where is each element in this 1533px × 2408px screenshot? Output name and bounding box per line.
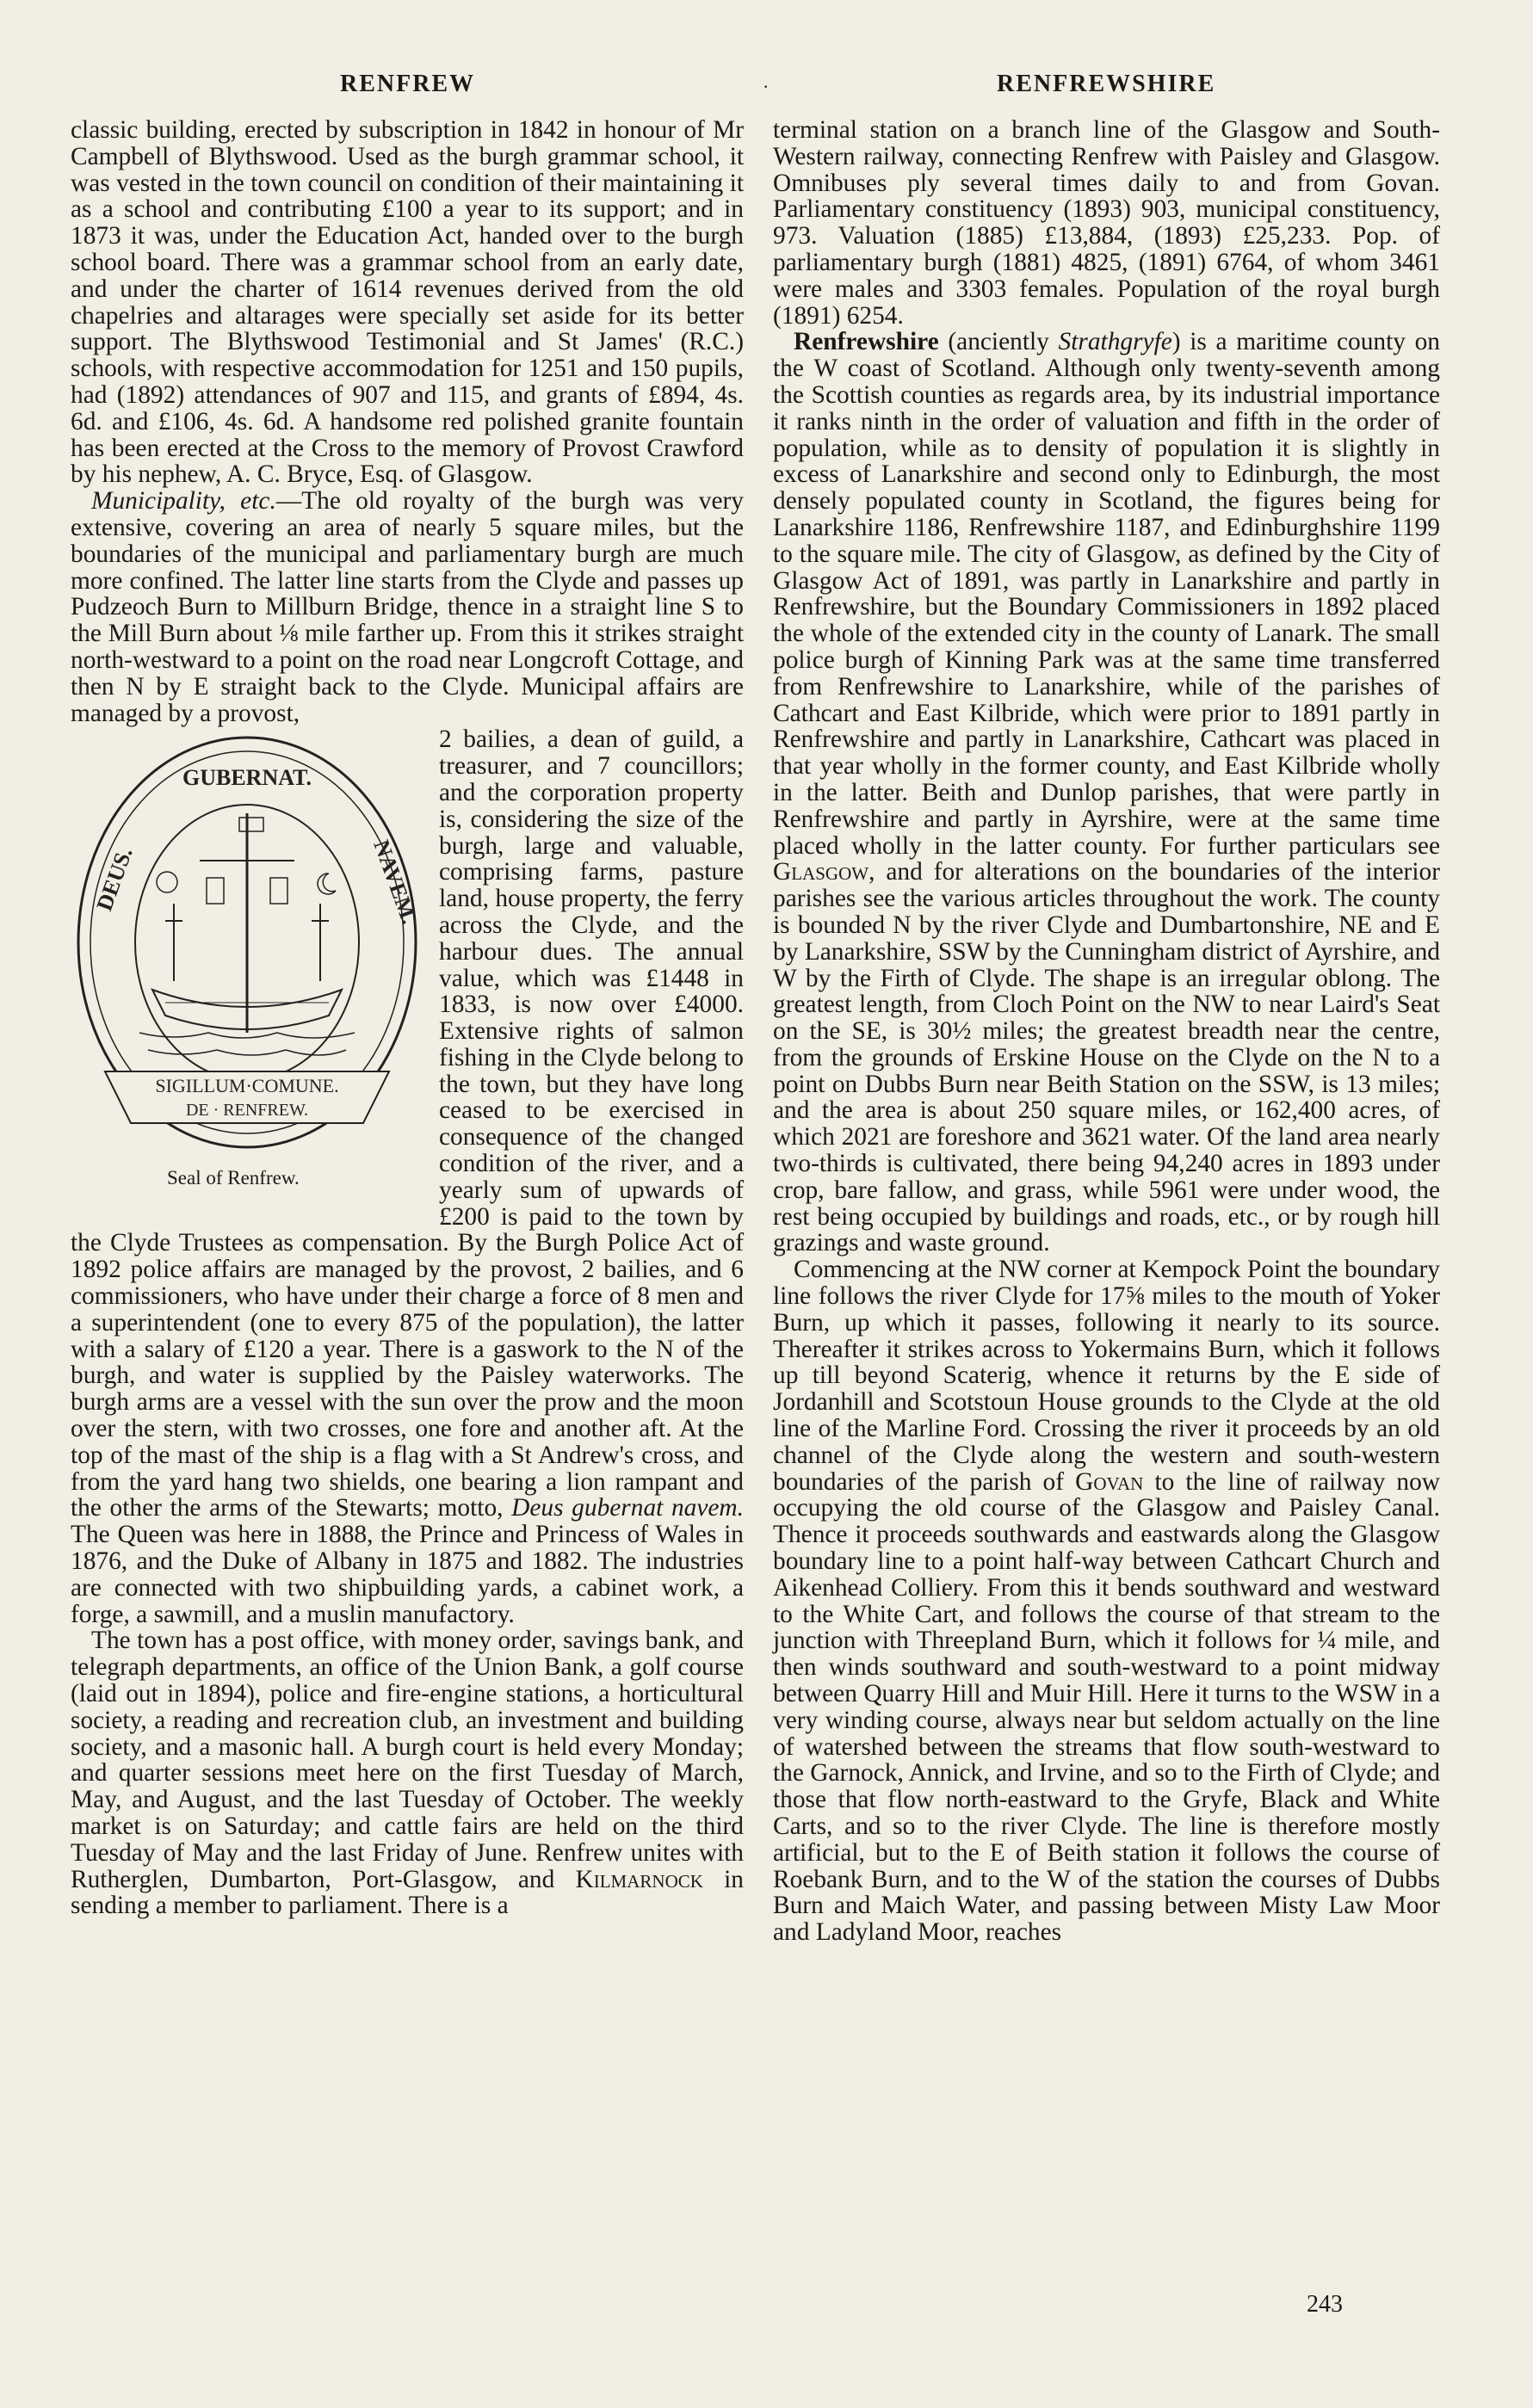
town-services-text: The town has a post office, with money order, savings bank, and telegraph departments, an office of the Union Bank, a golf course (laid out in 1894), police and fire-engine stations, a horticultural society, a reading and recreation club, an investment and building society, and a masonic hall. A burgh court is held every Monday; and quarter sessions meet here on the first Tuesday of March, May, and August, and the last Tuesday of October. The weekly market is on Saturday; and cattle fairs are held on the third Tuesday of May and the last Friday of June. Renfrew unites with Rutherglen, Dumbarton, Port-Glasgow, and bbox=[71, 1627, 744, 1893]
paragraph-school: classic building, erected by subscription in 1842 in honour of Mr Campbell of Blythswood. Used as the burgh grammar school, it was vested in the town council on condition of their maintaining it as a school and contributing £100 a year to its support; and in 1873 it was, under the Education Act, handed over to the burgh school board. There was a grammar school from an early date, and under the charter of 1614 revenues derived from the old chapelries and altarages were specially set aside for its better support. The Blythswood Testimonial and St James' (R.C.) schools, with respective accommodation for 1251 and 150 pupils, had (1892) attendances of 907 and 115, and grants of £894, 4s. 6d. and £106, 4s. 6d. A handsome red polished granite fountain has been erected at the Cross to the memory of Provost Crawford by his nephew, A. C. Bryce, Esq. of Glasgow. bbox=[71, 116, 744, 489]
running-head-left: RENFREW bbox=[340, 71, 476, 97]
seal-figure bbox=[65, 726, 427, 1208]
renfrewshire-paren: (anciently bbox=[938, 328, 1059, 356]
renfrewshire-text-end: , and for alterations on the boundaries of the interior parishes see the various articles throughout the work. The county is bounded N by the river Clyde and Dumbartonshire, NE and E by Lanarkshire, SSW by the Cunningham district of Ayrshire, and W by the Firth of Clyde. The shape is an irregular oblong. The greatest length, from Cloch Point on the NW to near Laird's Seat on the SE, is 30½ miles; the greatest breadth near the centre, from the grounds of Erskine House on the Clyde on the N to a point on Dubbs Burn near Beith Station on the SSW, is 13 miles; and the area is about 250 square miles, or 162,400 acres, of which 2021 are foreshore and 3621 water. Of the land area nearly two-thirds is cultivated, there being 94,240 acres in 1893 under crop, bare fallow, and grass, while 5961 were under wood, the rest being occupied by buildings and roads, etc., or by rough hill grazings and waste ground. bbox=[773, 858, 1440, 1257]
paragraph-municipality bbox=[71, 488, 744, 726]
paragraph-renfrewshire bbox=[773, 329, 1440, 1256]
burgh-motto: Deus gubernat navem. bbox=[511, 1494, 744, 1522]
seal-legend-top: GUBERNAT. bbox=[182, 765, 312, 791]
cross-reference-govan: Govan bbox=[1075, 1467, 1144, 1496]
seal-caption: Seal of Renfrew. bbox=[167, 1167, 300, 1189]
paragraph-town-services bbox=[71, 1627, 744, 1919]
right-column bbox=[773, 117, 1440, 1946]
page-number: 243 bbox=[1307, 2291, 1343, 2318]
municipality-text-continued: 2 bailies, a dean of guild, a treasurer, and 7 councillors; and the corporation property is, considering the size of the burgh, large and valuable, comprising farms, pasture land, house property, the ferry across the Clyde, and the harbour dues. The annual value, which was £1448 in 1833, is now over £4000. Extensive rights of salmon fishing in the Clyde belong to the town, but they have long ceased to be exercised in consequence of the changed condition of the river, and a yearly sum of upwards of £200 is paid to the town by the Clyde Trustees as compensation. By the Burgh Police Act of 1892 police affairs are managed by the provost, 2 bailies, and 6 commissioners, who have under their charge a force of 8 men and a superintendent (one to every 875 of the population), the latter with a salary of £120 a year. There is a gaswork to the N of the burgh, and water is supplied by the Paisley waterworks. The burgh arms are a vessel with the sun over the prow and the moon over the stern, with two crosses, one fore and another aft. At the top of the mast of the ship is a flag with a St Andrew's cross, and from the yard hang two shields, one bearing a lion rampant and the other the arms of the Stewarts; motto, bbox=[71, 725, 744, 1522]
running-head-right: RENFREWSHIRE bbox=[997, 71, 1216, 97]
cross-reference-glasgow: Glasgow bbox=[773, 858, 869, 886]
ancient-name: Strathgryfe bbox=[1058, 328, 1172, 356]
cross-reference-kilmarnock: Kilmarnock bbox=[575, 1865, 703, 1893]
municipality-text-start: —The old royalty of the burgh was very extensive, covering an area of nearly 5 square miles, but the boundaries of the municipal and parliamentary burgh are much more confined. The latter line starts from the Clyde and passes up Pudzeoch Burn to Millburn Bridge, thence in a straight line S to the Mill Burn about ⅛ mile farther up. From this it strikes straight north-westward to a point on the road near Longcroft Cottage, and then N by E straight back to the Clyde. Municipal affairs are managed by a provost, bbox=[71, 487, 744, 727]
section-lead-municipality: Municipality, etc. bbox=[91, 487, 276, 516]
paragraph-railway-population: terminal station on a branch line of the Glasgow and South-Western railway, connecting Renfrew with Paisley and Glasgow. Omnibuses ply several times daily to and from Govan. Parliamentary constituency (1893) 903, municipal constituency, 973. Valuation (1885) £13,884, (1893) £25,233. Pop. of parliamentary burgh (1881) 4825, (1891) 6764, of whom 3461 were males and 3303 females. Population of the royal burgh (1891) 6254. bbox=[773, 116, 1440, 330]
entry-headword-renfrewshire: Renfrewshire bbox=[794, 328, 939, 356]
paragraph-boundary bbox=[773, 1256, 1440, 1946]
seal-legend-right: NAVEM. bbox=[368, 837, 423, 928]
town-services-text-end: in sending a member to parliament. There is a bbox=[71, 1865, 744, 1920]
renfrewshire-text: ) is a maritime county on the W coast of Scotland. Although only twenty-seventh among the Scottish counties as regards area, by its industrial importance it ranks ninth in the order of valuation and fifth in the order of population, while as to density of population it is slightly in excess of Lanarkshire and second only to Edinburgh, the most densely populated county in Scotland, the figures being for Lanarkshire 1186, Renfrewshire 1187, and Edinburghshire 1199 to the square mile. The city of Glasgow, as defined by the City of Glasgow Act of 1891, was partly in Lanarkshire and partly in Renfrewshire, but the Boundary Commissioners in 1892 placed the whole of the extended city in the county of Lanark. The small police burgh of Kinning Park was at the same time transferred from Renfrewshire to Lanarkshire, while of the parishes of Cathcart and East Kilbride, which were prior to 1891 partly in Renfrewshire and partly in Lanarkshire, Cathcart was placed in that year wholly in the former county, and East Kilbride wholly in the latter. Beith and Dunlop parishes, that were partly in Renfrewshire and partly in Ayrshire, were at the same time placed wholly in the latter county. For further particulars see bbox=[773, 328, 1440, 860]
boundary-text-end: to the line of railway now occupying the old course of the Glasgow and Paisley Canal. Thence it proceeds southwards and eastwards along the Glasgow boundary line to a point half-way between Cathcart Church and Aikenhead Colliery. From this it bends southward and westward to the White Cart, and follows the course of that stream to the junction with Threepland Burn, which it follows for ¼ mile, and then winds southward and south-westward to a point midway between Quarry Hill and Muir Hill. Here it turns to the WSW in a very winding course, always near but seldom actually on the line of watershed between the streams that flow south-westward to the Garnock, Annick, and Irvine, and so to the Firth of Clyde; and those that flow north-eastward to the Gryfe, Black and White Carts, and so to the river Clyde. The line is therefore mostly artificial, but to the E of Beith station it follows the course of Roebank Burn, and to the W of the station the courses of Dubbs Burn and Maich Water, and passing between Misty Law Moor and Ladyland Moor, reaches bbox=[773, 1467, 1440, 1947]
left-column bbox=[71, 117, 744, 1919]
seal-legend-bottom-2: DE · RENFREW. bbox=[185, 1101, 309, 1121]
seal-of-renfrew-icon bbox=[71, 732, 423, 1162]
municipality-text-end: The Queen was here in 1888, the Prince and Princess of Wales in 1876, and the Duke of Albany in 1875 and 1882. The industries are connected with two shipbuilding yards, a cabinet work, a forge, a sawmill, and a muslin manufactory. bbox=[71, 1521, 744, 1628]
seal-legend-left: DEUS. bbox=[91, 844, 138, 915]
seal-legend-bottom-1: SIGILLUM·COMUNE. bbox=[155, 1075, 339, 1097]
boundary-text: Commencing at the NW corner at Kempock Point the boundary line follows the river Clyde for 17⅝ miles to the mouth of Yoker Burn, up which it passes, following it nearly to its source. Thereafter it strikes across to Yokermains Burn, which it follows up till beyond Scaterig, whence it returns by the E side of Jordanhill and Scotstoun House grounds to the Clyde at the old line of the Marline Ford. Crossing the river it proceeds by an old channel of the Clyde along the western and south-western boundaries of the parish of bbox=[773, 1256, 1440, 1496]
running-head-separator: · bbox=[763, 76, 770, 97]
